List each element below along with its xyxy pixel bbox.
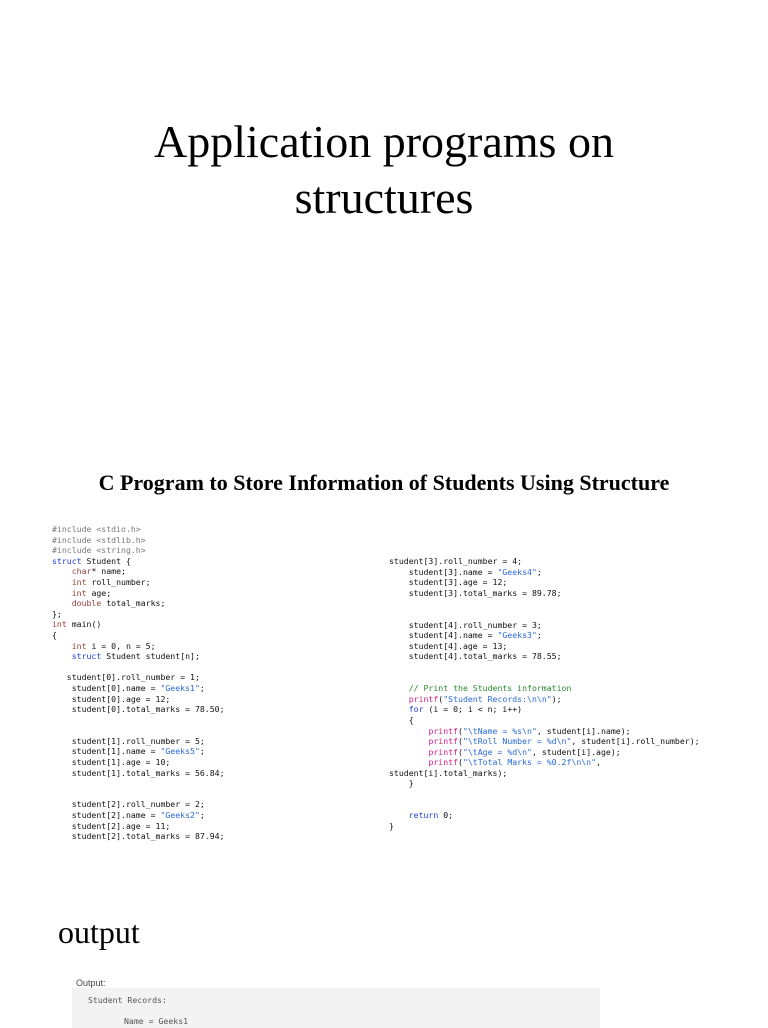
code-token: ;: [199, 682, 205, 693]
program-heading: C Program to Store Information of Students Using Structure: [98, 470, 670, 495]
code-line: [52, 694, 225, 705]
code-line: [389, 704, 700, 715]
code-line: [389, 630, 700, 641]
code-token: (i = 0; i < n; i++): [423, 704, 523, 715]
code-line: [52, 556, 225, 567]
code-line: [52, 683, 225, 694]
code-token: double: [71, 598, 102, 609]
code-line: [389, 789, 700, 800]
code-token: student[4].age = 13;: [389, 640, 508, 651]
code-token: printf: [428, 757, 459, 768]
output-console: [72, 988, 600, 1028]
code-line: [52, 810, 225, 821]
code-token: "Student Records:\n\n": [443, 693, 552, 704]
code-line: [389, 620, 700, 631]
code-line: [52, 524, 225, 535]
code-line: [389, 577, 700, 588]
code-token: [52, 566, 72, 576]
code-line: [52, 725, 225, 736]
code-line: [389, 810, 700, 821]
code-token: student[2].total_marks = 87.94;: [52, 831, 225, 842]
code-token: student[0].total_marks = 78.50;: [52, 704, 225, 715]
code-token: , student[i].name);: [536, 725, 631, 736]
code-token: student[0].age = 12;: [52, 693, 171, 704]
code-token: int: [71, 587, 87, 598]
code-line: [389, 726, 700, 737]
code-token: ;: [199, 746, 205, 757]
code-token: int: [52, 619, 67, 630]
code-line: [52, 535, 225, 546]
code-token: * name;: [91, 566, 126, 577]
code-token: student[4].name =: [389, 630, 498, 641]
code-token: student[2].age = 11;: [52, 820, 171, 831]
code-token: "\tRoll Number = %d\n": [462, 736, 572, 747]
code-token: student[2].roll_number = 2;: [52, 799, 205, 810]
code-line: [389, 800, 700, 811]
code-token: "\tName = %s\n": [462, 725, 537, 736]
code-token: [389, 757, 428, 767]
output-panel: [72, 976, 602, 1024]
code-token: printf: [428, 746, 459, 757]
output-line-name: Name = Geeks1: [124, 1016, 189, 1026]
code-token: [52, 641, 72, 651]
code-token: student[1].total_marks = 56.84;: [52, 767, 225, 778]
code-line: [389, 609, 700, 620]
code-token: "Geeks4": [497, 566, 537, 577]
code-token: total_marks;: [101, 598, 166, 609]
code-line: [389, 768, 700, 779]
code-token: ;: [536, 630, 542, 641]
code-token: "Geeks5": [160, 746, 200, 757]
code-token: (: [438, 693, 444, 704]
code-token: student[0].name =: [52, 682, 161, 693]
code-line: [389, 651, 700, 662]
code-token: [389, 726, 428, 736]
slide-title-line-2: structures: [294, 172, 474, 223]
code-token: "Geeks3": [497, 630, 537, 641]
code-token: (: [458, 725, 463, 736]
code-token: [389, 810, 409, 820]
code-token: , student[i].age);: [531, 746, 621, 757]
code-token: int: [71, 576, 87, 587]
code-token: student[0].roll_number = 1;: [52, 672, 200, 683]
code-token: struct: [71, 651, 102, 662]
code-token: }: [389, 820, 394, 831]
code-token: #include <string.h>: [52, 545, 146, 556]
code-token: student[3].name =: [389, 566, 498, 577]
slide-title-line-1: Application programs on: [154, 116, 614, 167]
code-line: [52, 715, 225, 726]
code-line: [389, 736, 700, 747]
code-token: // Print the Students information: [389, 683, 572, 694]
code-line: [389, 662, 700, 673]
code-token: {: [389, 714, 414, 725]
code-token: "\tAge = %d\n": [462, 746, 532, 757]
code-token: char: [71, 566, 92, 577]
code-left-column: [52, 524, 225, 842]
code-line: [52, 641, 225, 652]
code-line: [52, 619, 225, 630]
code-token: ,: [596, 757, 601, 768]
output-heading: output: [58, 914, 140, 950]
code-token: for: [408, 704, 424, 715]
code-token: age;: [86, 587, 112, 598]
code-token: [52, 577, 72, 587]
code-token: student[1].age = 10;: [52, 757, 171, 768]
code-line: [389, 747, 700, 758]
code-token: student[4].total_marks = 78.55;: [389, 651, 562, 662]
code-line: [52, 704, 225, 715]
code-token: int: [71, 640, 87, 651]
code-token: student[i].total_marks);: [389, 767, 508, 778]
code-token: student[2].name =: [52, 810, 161, 821]
code-token: i = 0, n = 5;: [86, 640, 156, 651]
code-token: [389, 704, 409, 714]
code-token: (: [458, 757, 463, 768]
code-line: [52, 545, 225, 556]
code-token: student[1].roll_number = 5;: [52, 735, 205, 746]
code-line: [52, 609, 225, 620]
code-token: "Geeks2": [160, 810, 200, 821]
code-line: [389, 567, 700, 578]
code-token: [389, 736, 428, 746]
code-token: Student {: [81, 555, 131, 566]
code-token: student[1].name =: [52, 746, 161, 757]
code-token: ;: [536, 566, 542, 577]
code-line: [52, 651, 225, 662]
code-token: roll_number;: [86, 576, 151, 587]
code-line: [389, 641, 700, 652]
code-line: [389, 821, 700, 832]
output-label: Output:: [76, 978, 106, 988]
code-line: [52, 736, 225, 747]
code-token: printf: [408, 693, 439, 704]
code-line: [52, 566, 225, 577]
code-token: }: [389, 778, 414, 789]
code-line: [52, 831, 225, 842]
code-token: main(): [66, 619, 102, 630]
code-line: [52, 577, 225, 588]
code-token: Student student[n];: [101, 651, 200, 662]
code-line: [52, 672, 225, 683]
code-token: };: [52, 608, 62, 619]
code-token: return: [408, 810, 439, 821]
code-token: (: [458, 736, 463, 747]
code-line: [389, 778, 700, 789]
code-token: [389, 747, 428, 757]
code-token: printf: [428, 736, 459, 747]
code-line: [52, 799, 225, 810]
code-token: "Geeks1": [160, 682, 200, 693]
code-line: [52, 630, 225, 641]
code-token: [52, 588, 72, 598]
code-token: student[4].roll_number = 3;: [389, 619, 542, 630]
code-line: [52, 757, 225, 768]
code-line: [52, 789, 225, 800]
code-token: student[3].age = 12;: [389, 577, 508, 588]
code-line: [52, 588, 225, 599]
code-line: [52, 821, 225, 832]
code-line: [389, 556, 700, 567]
code-token: student[3].total_marks = 89.78;: [389, 587, 562, 598]
output-line-records: Student Records:: [88, 995, 167, 1005]
code-token: ;: [199, 810, 205, 821]
slide-title: [0, 114, 768, 226]
code-right-column: [389, 556, 700, 831]
code-token: "\tTotal Marks = %0.2f\n\n": [462, 757, 597, 768]
code-token: [52, 598, 72, 608]
code-token: );: [551, 693, 562, 704]
code-line: [389, 588, 700, 599]
code-line: [52, 746, 225, 757]
code-token: , student[i].roll_number);: [571, 736, 700, 747]
code-line: [389, 683, 700, 694]
code-token: [389, 694, 409, 704]
code-line: [389, 694, 700, 705]
code-line: [52, 778, 225, 789]
code-token: struct: [52, 555, 82, 566]
code-token: printf: [428, 725, 459, 736]
code-line: [389, 757, 700, 768]
code-token: #include <stdio.h>: [52, 524, 141, 534]
code-line: [389, 715, 700, 726]
code-token: [52, 651, 72, 661]
code-token: (: [458, 746, 463, 757]
code-token: student[3].roll_number = 4;: [389, 556, 523, 566]
code-line: [389, 673, 700, 684]
code-line: [52, 598, 225, 609]
code-token: {: [52, 629, 57, 640]
code-token: #include <stdlib.h>: [52, 534, 146, 545]
code-line: [52, 662, 225, 673]
code-line: [52, 768, 225, 779]
code-line: [389, 598, 700, 609]
code-token: 0;: [438, 810, 454, 821]
